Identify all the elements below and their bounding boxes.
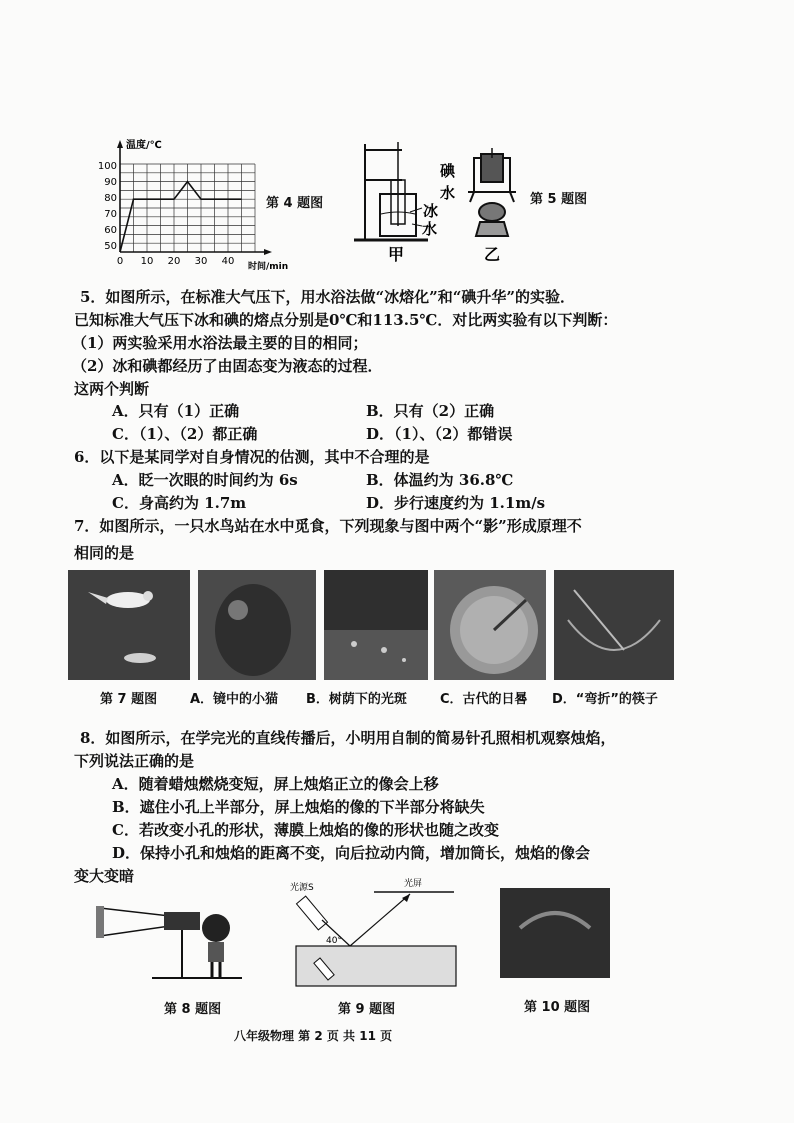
q6-option-c: C．身高约为 1.7m	[112, 494, 247, 512]
q5-option-d: D．（1）、（2）都错误	[366, 425, 513, 443]
fig4-x-arrow	[264, 249, 272, 255]
ytick-label: 60	[104, 225, 117, 236]
sundial-icon	[434, 570, 546, 680]
fig10-photo	[500, 888, 610, 978]
fig5-label-water-right: 水	[440, 184, 456, 202]
ytick-label: 80	[104, 193, 117, 204]
fig9-screen-label: 光屏	[404, 879, 423, 889]
tree-shade-icon	[324, 570, 428, 680]
fig4-grid	[120, 164, 255, 252]
xtick-label: 10	[140, 256, 154, 267]
candle-icon	[96, 906, 104, 938]
fig4-caption: 第 4 题图	[266, 196, 324, 211]
q8-option-d-cont: 变大变暗	[74, 867, 135, 885]
q7-photo-a	[198, 570, 316, 680]
chopsticks-bowl-icon	[554, 570, 674, 680]
fig9-source-label: 光源S	[290, 883, 314, 893]
person-head-icon	[202, 914, 230, 942]
flashlight-icon	[296, 896, 327, 930]
q5-stem-line2: 已知标准大气压下冰和碘的熔点分别是0℃和113.5℃．对比两实验有以下判断：	[74, 311, 618, 329]
cat-mirror-icon	[198, 570, 316, 680]
q7-caption-a: A．镜中的小猫	[190, 692, 279, 707]
q5-judgement-1: （1）两实验采用水浴法最主要的目的相同；	[72, 334, 368, 352]
q7-photo-d	[554, 570, 674, 680]
xtick-label: 40	[221, 256, 235, 267]
q7-stem-line1: 7．如图所示，一只水鸟站在水中觅食，下列现象与图中两个“影”形成原理不	[74, 517, 582, 535]
fig9-reflection	[286, 876, 466, 988]
fig4-ylabel: 温度/℃	[126, 140, 162, 151]
q5-option-b: B．只有（2）正确	[366, 402, 495, 420]
q5-judgement-2: （2）冰和碘都经历了由固态变为液态的过程．	[72, 357, 383, 375]
fig4-xlabel: 时间/min	[248, 262, 289, 272]
fig5-caption: 第 5 题图	[530, 192, 588, 207]
q8-option-d: D．保持小孔和烛焰的距离不变，向后拉动内筒，增加筒长，烛焰的像会	[112, 844, 591, 862]
fig5-label-ice: 冰	[423, 202, 439, 220]
q6-option-b: B．体温约为 36.8℃	[366, 471, 514, 489]
fig4-xticks	[117, 256, 235, 267]
q7-photo-bird	[68, 570, 190, 680]
fig5-label-yi: 乙	[484, 245, 501, 264]
ytick-label: 100	[97, 161, 117, 172]
fig5-yi-apparatus	[468, 148, 516, 236]
fig5-apparatus	[350, 136, 530, 266]
q6-option-a: A．眨一次眼的时间约为 6s	[112, 471, 298, 489]
xtick-label: 20	[167, 256, 181, 267]
q6-option-d: D．步行速度约为 1.1m/s	[366, 494, 546, 512]
ytick-label: 90	[104, 177, 117, 188]
fig8-pinhole-camera	[92, 886, 244, 986]
light-cone-icon	[100, 908, 170, 936]
q7-photo-c	[434, 570, 546, 680]
bird-reflection-icon	[68, 570, 190, 680]
xtick-label: 0	[116, 256, 124, 267]
fig10-caption: 第 10 题图	[524, 1000, 591, 1015]
fig8-caption: 第 8 题图	[164, 1002, 222, 1017]
fig9-caption: 第 9 题图	[338, 1002, 396, 1017]
q8-option-a: A．随着蜡烛燃烧变短，屏上烛焰正立的像会上移	[112, 775, 439, 793]
page-footer: 八年级物理 第 2 页 共 11 页	[234, 1029, 393, 1043]
fig5-label-jia: 甲	[388, 245, 405, 264]
q7-photo-b	[324, 570, 428, 680]
q8-option-b: B．遮住小孔上半部分，屏上烛焰的像的下半部分将缺失	[112, 798, 485, 816]
q5-stem-line1: 5．如图所示，在标准大气压下，用水浴法做“冰熔化”和“碘升华”的实验．	[80, 288, 575, 306]
q7-caption-c: C．古代的日晷	[440, 692, 528, 707]
q6-stem: 6．以下是某同学对自身情况的估测，其中不合理的是	[74, 448, 430, 466]
fig4-yticks	[98, 161, 117, 252]
q5-stem-line3: 这两个判断	[74, 380, 150, 398]
q5-option-a: A．只有（1）正确	[112, 402, 240, 420]
q8-option-c: C．若改变小孔的形状，薄膜上烛焰的像的形状也随之改变	[112, 821, 499, 839]
q7-stem-line2: 相同的是	[74, 544, 135, 562]
q8-stem-line1: 8．如图所示，在学完光的直线传播后，小明用自制的简易针孔照相机观察烛焰，	[80, 729, 616, 747]
q7-caption-fig: 第 7 题图	[100, 692, 158, 707]
fig9-angle-label: 40°	[326, 936, 342, 946]
fig5-label-water-left: 水	[422, 220, 438, 238]
ytick-label: 50	[104, 241, 117, 252]
ytick-label: 70	[104, 209, 117, 220]
xtick-label: 30	[194, 256, 208, 267]
q5-option-c: C．（1）、（2）都正确	[112, 425, 258, 443]
q7-caption-b: B．树荫下的光斑	[306, 692, 407, 707]
flame-image-icon	[500, 888, 610, 978]
q7-caption-d: D．“弯折”的筷子	[552, 692, 658, 707]
fig4-y-arrow	[117, 140, 123, 148]
fig5-label-iodine: 碘	[440, 162, 456, 180]
q8-stem-line2: 下列说法正确的是	[74, 752, 195, 770]
camera-tube-icon	[164, 912, 200, 930]
